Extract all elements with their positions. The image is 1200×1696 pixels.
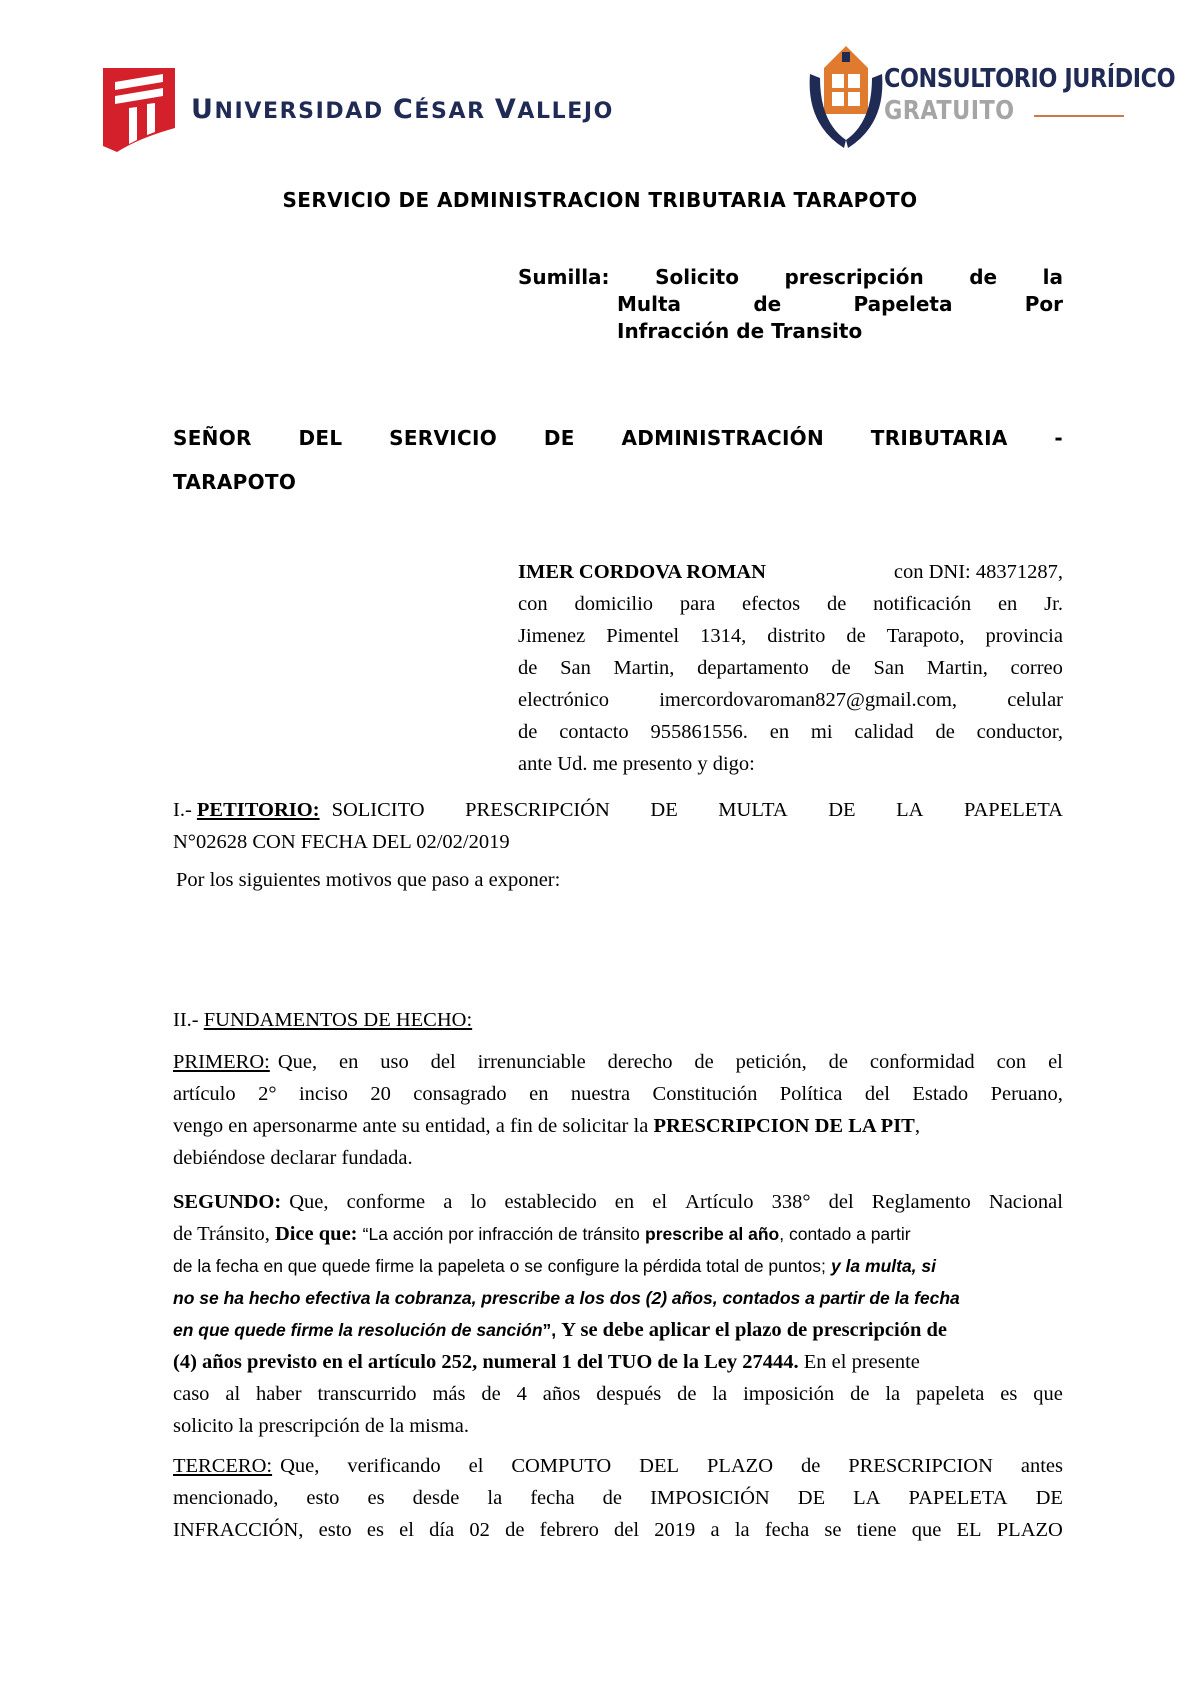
word: del	[430, 1051, 456, 1073]
word: que	[1033, 1383, 1063, 1405]
word: verificando	[347, 1455, 441, 1477]
word: fecha	[764, 1519, 810, 1541]
word: Que,	[277, 1051, 318, 1073]
word: la	[487, 1487, 503, 1509]
word: de	[694, 1051, 714, 1073]
word: de	[602, 1487, 623, 1509]
word: imercordovaroman827@gmail.com,	[659, 689, 958, 711]
word: PLAZO	[706, 1455, 773, 1477]
word: PLAZO	[996, 1519, 1063, 1541]
word: febrero	[539, 1519, 599, 1541]
word: mencionado,	[173, 1487, 279, 1509]
word: en	[529, 1083, 549, 1105]
word: San	[560, 657, 591, 679]
petitorio-heading: PETITORIO:	[196, 799, 320, 821]
text-line	[518, 588, 1063, 620]
word: 2°	[258, 1083, 277, 1105]
word: LA	[853, 1487, 881, 1509]
word: contacto	[559, 721, 629, 743]
ucv-logo-text: UNIVERSIDAD CÉSAR VALLEJO	[191, 94, 614, 125]
word: Constitución	[652, 1083, 758, 1105]
word: es	[1000, 1383, 1018, 1405]
word: con	[518, 593, 548, 615]
word: al	[225, 1383, 241, 1405]
segundo-label: SEGUNDO:	[173, 1191, 282, 1213]
word: es	[367, 1487, 385, 1509]
paragraph-tercero	[173, 1450, 1063, 1546]
text-line	[173, 1378, 1063, 1410]
text-line	[289, 1186, 1063, 1218]
word: Estado	[912, 1083, 969, 1105]
word: del	[864, 1083, 890, 1105]
word: a	[443, 1191, 453, 1213]
word: el	[652, 1191, 668, 1213]
cj-logo-rule	[1034, 115, 1124, 117]
word: de	[850, 1383, 870, 1405]
motivos-line: Por los siguientes motivos que paso a exponer:	[176, 869, 561, 891]
word: nuestra	[570, 1083, 631, 1105]
word: de	[481, 1383, 501, 1405]
word: derecho	[607, 1051, 673, 1073]
word: establecido	[504, 1191, 597, 1213]
paragraph-segundo: SEGUNDO: Que, conforme a lo establecido en el Artículo 338° del Reglamento Nacional de Tránsito, Dice que: “La acción por infracción de tránsito prescribe al año, contado a partir de la fecha en que quede firme la papeleta o se configure la pérdida total de puntos; y la multa, si no se ha hecho efectiva la cobranza, prescribe a los dos (2) años, contados a partir de la fecha en que quede firme la resolución de sanción”, Y se debe aplicar el plazo de prescripción de (4) años previsto en el artículo 252, numeral 1 del TUO de la Ley 27444. En el presente caso al haber transcurrido más de 4 años después de la imposición de la papeleta es que solicito la prescripción de la misma.	[173, 1186, 1063, 1442]
word: 20	[370, 1083, 391, 1105]
word: antes	[1020, 1455, 1063, 1477]
word: COMPUTO	[511, 1455, 612, 1477]
word: de	[846, 625, 866, 647]
text-line	[173, 1078, 1063, 1110]
word: de	[518, 657, 538, 679]
text-line	[518, 716, 1063, 748]
word: San	[873, 657, 905, 679]
word: Artículo	[685, 1191, 754, 1213]
word: de	[518, 721, 538, 743]
word: se	[824, 1519, 842, 1541]
word: es	[366, 1519, 384, 1541]
word: DE	[1035, 1487, 1063, 1509]
word: papeleta	[916, 1383, 985, 1405]
word: la	[885, 1383, 901, 1405]
word: PAPELETA	[908, 1487, 1008, 1509]
text-line	[173, 1482, 1063, 1514]
word: en	[997, 593, 1018, 615]
text-line	[280, 1450, 1063, 1482]
word: notificación	[873, 593, 972, 615]
word: inciso	[298, 1083, 348, 1105]
cj-logo-line2: GRATUITO	[884, 96, 1015, 126]
word: haber	[256, 1383, 302, 1405]
cj-logo-line1: CONSULTORIO JURÍDICO	[884, 64, 1176, 94]
word: para	[679, 593, 716, 615]
text-line	[173, 1514, 1063, 1546]
word: de	[935, 721, 955, 743]
word: 2019	[654, 1519, 696, 1541]
tercero-label: TERCERO:	[173, 1455, 273, 1477]
text-line	[518, 620, 1063, 652]
word: lo	[470, 1191, 487, 1213]
word: 4	[516, 1383, 527, 1405]
word: 1314,	[700, 625, 747, 647]
word: esto	[306, 1487, 340, 1509]
word: el	[1048, 1051, 1063, 1073]
word: electrónico	[518, 689, 610, 711]
word: Pimentel	[606, 625, 680, 647]
word: 338°	[771, 1191, 811, 1213]
word: domicilio	[574, 593, 654, 615]
applicant-block: IMER CORDOVA ROMAN con DNI: 48371287, con domicilio para efectos de notificación en Jr. Jimenez Pimentel 1314, distrito de Tarapoto, provincia de San Martin, departamento de San Martin, correo electrónico imercordovaroman827@gmail.com, celular de contacto 955861556. en mi calidad de conductor, ante Ud. me presento y digo:	[518, 556, 1063, 780]
word: PRESCRIPCIÓN	[465, 799, 610, 821]
word: en	[339, 1051, 359, 1073]
word: de	[828, 1051, 849, 1073]
word: uso	[380, 1051, 409, 1073]
word: Reglamento	[871, 1191, 971, 1213]
word: celular	[1007, 689, 1063, 711]
word: DEL	[639, 1455, 679, 1477]
word: Política	[779, 1083, 843, 1105]
word: distrito	[767, 625, 826, 647]
word: Nacional	[988, 1191, 1063, 1213]
word: PRESCRIPCION	[848, 1455, 993, 1477]
ucv-shield-icon	[103, 68, 175, 152]
word: MULTA	[718, 799, 788, 821]
word: Martin,	[613, 657, 675, 679]
petitorio-section: I.- PETITORIO: SOLICITO PRESCRIPCIÓN DE MULTA DE LA PAPELETA N°02628 CON FECHA DEL 02/02/2019	[173, 794, 1063, 858]
word: Que,	[280, 1455, 320, 1477]
word: Peruano,	[990, 1083, 1063, 1105]
word: de	[677, 1383, 697, 1405]
word: tiene	[856, 1519, 897, 1541]
word: a	[710, 1519, 720, 1541]
word: conforme	[346, 1191, 426, 1213]
word: del	[614, 1519, 640, 1541]
word: Jr.	[1044, 593, 1063, 615]
word: calidad	[854, 721, 914, 743]
word: más	[432, 1383, 466, 1405]
consultorio-juridico-logo	[806, 44, 1176, 156]
word: IMPOSICIÓN	[650, 1487, 770, 1509]
word: DE	[650, 799, 678, 821]
word: petición,	[735, 1051, 807, 1073]
word: INFRACCIÓN,	[173, 1519, 304, 1541]
word: conformidad	[869, 1051, 975, 1073]
word: Que,	[289, 1191, 329, 1213]
word: irrenunciable	[477, 1051, 586, 1073]
word: Tarapoto,	[886, 625, 965, 647]
sumilla: Sumilla: Solicito prescripción de la Multa de Papeleta Por Infracción de Transito	[518, 265, 1063, 343]
word: efectos	[742, 593, 801, 615]
word: años	[542, 1383, 581, 1405]
word: con	[996, 1051, 1027, 1073]
word: de	[505, 1519, 525, 1541]
word: que	[911, 1519, 942, 1541]
word: artículo	[173, 1083, 236, 1105]
word: después	[596, 1383, 662, 1405]
word: del	[828, 1191, 854, 1213]
word: conductor,	[976, 721, 1063, 743]
word: Martin,	[926, 657, 988, 679]
word: de	[831, 657, 851, 679]
word: día	[429, 1519, 455, 1541]
word: Jimenez	[518, 625, 586, 647]
word: LA	[896, 799, 924, 821]
fundamentos-heading: II.- FUNDAMENTOS DE HECHO:	[173, 1009, 473, 1031]
hands-house-emblem-icon	[806, 44, 886, 156]
word: la	[734, 1519, 750, 1541]
word: la	[712, 1383, 728, 1405]
word: imposición	[743, 1383, 835, 1405]
word: en	[614, 1191, 635, 1213]
word: en	[769, 721, 790, 743]
word: PAPELETA	[963, 799, 1063, 821]
word: mi	[810, 721, 833, 743]
word: esto	[318, 1519, 352, 1541]
word: provincia	[985, 625, 1063, 647]
word: DE	[797, 1487, 826, 1509]
word: el	[399, 1519, 414, 1541]
word: departamento	[697, 657, 809, 679]
word: de	[800, 1455, 821, 1477]
word: el	[468, 1455, 484, 1477]
text-line	[332, 794, 1063, 826]
word: transcurrido	[317, 1383, 417, 1405]
word: 955861556.	[650, 721, 748, 743]
primero-label: PRIMERO:	[173, 1051, 270, 1073]
word: desde	[412, 1487, 460, 1509]
word: fecha	[530, 1487, 575, 1509]
text-line	[278, 1046, 1063, 1078]
document-title: SERVICIO DE ADMINISTRACION TRIBUTARIA TARAPOTO	[282, 188, 918, 212]
applicant-name: IMER CORDOVA ROMAN	[518, 561, 766, 583]
word: caso	[173, 1383, 210, 1405]
text-line	[518, 652, 1063, 684]
ucv-logo	[103, 68, 614, 152]
paragraph-primero: PRIMERO: Que, en uso del irrenunciable derecho de petición, de conformidad con el artículo 2° inciso 20 consagrado en nuestra Constitución Política del Estado Peruano, vengo en apersonarme ante su entidad, a fin de solicitar la PRESCRIPCION DE LA PIT, debiéndose declarar fundada.	[173, 1046, 1063, 1174]
text-line	[518, 684, 1063, 716]
word: consagrado	[413, 1083, 507, 1105]
word: de	[826, 593, 847, 615]
word: 02	[469, 1519, 490, 1541]
word: EL	[956, 1519, 982, 1541]
word: correo	[1010, 657, 1063, 679]
addressee: SEÑOR DEL SERVICIO DE ADMINISTRACIÓN TRIBUTARIA - TARAPOTO	[173, 426, 1063, 494]
word: SOLICITO	[331, 799, 425, 821]
word: DE	[828, 799, 856, 821]
